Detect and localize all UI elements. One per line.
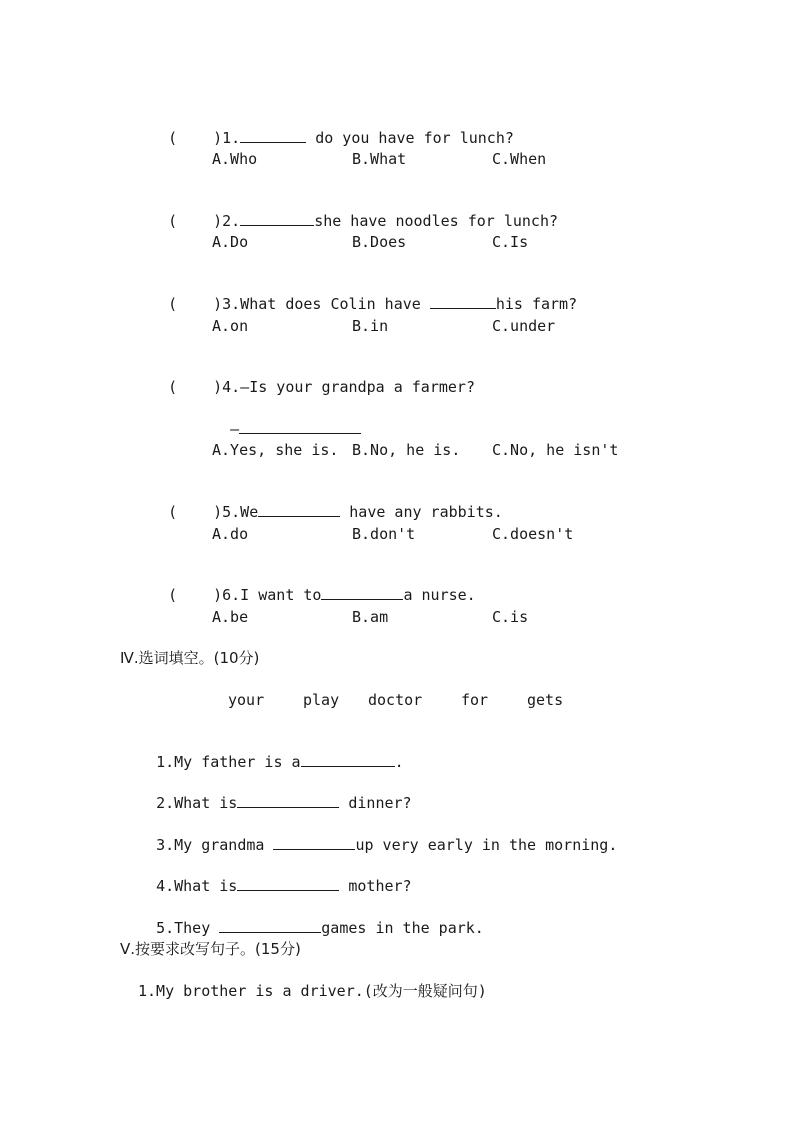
option-b[interactable]: B.don't bbox=[352, 525, 416, 543]
answer-bracket-open: ( bbox=[168, 378, 178, 396]
question-5-number: 5.We bbox=[222, 503, 259, 521]
question-5 bbox=[150, 482, 503, 521]
option-b[interactable]: B.am bbox=[352, 608, 389, 626]
question-4-text: 4.—Is your grandpa a farmer? bbox=[222, 378, 475, 396]
word-bank-item: play bbox=[303, 691, 340, 709]
fill-item-5 bbox=[138, 898, 484, 937]
answer-blank[interactable] bbox=[237, 793, 339, 808]
answer-bracket-open: ( bbox=[168, 586, 178, 604]
word-bank-item: doctor bbox=[368, 691, 423, 709]
answer-bracket-close: ) bbox=[213, 586, 223, 604]
answer-bracket-open: ( bbox=[168, 295, 178, 313]
answer-blank[interactable] bbox=[273, 835, 355, 850]
option-a[interactable]: A.on bbox=[212, 317, 249, 335]
option-b[interactable]: B.in bbox=[352, 317, 389, 335]
question-2 bbox=[150, 191, 559, 230]
question-3 bbox=[150, 274, 578, 313]
question-2-number: 2. bbox=[222, 212, 241, 230]
answer-bracket-close: ) bbox=[213, 212, 223, 230]
section-4-title: Ⅳ.选词填空。(10分) bbox=[120, 649, 260, 667]
section-5-title: Ⅴ.按要求改写句子。(15分) bbox=[120, 940, 301, 958]
question-4-response bbox=[212, 399, 361, 438]
answer-bracket-open: ( bbox=[168, 129, 178, 147]
question-6 bbox=[150, 565, 476, 604]
answer-blank[interactable] bbox=[258, 502, 340, 517]
fill-item-text: . bbox=[394, 753, 404, 771]
fill-item-text: dinner? bbox=[339, 794, 412, 812]
fill-item-text: 1.My father is a bbox=[156, 753, 301, 771]
question-6-text: a nurse. bbox=[403, 586, 476, 604]
fill-item-text: 3.My grandma bbox=[156, 836, 274, 854]
answer-blank[interactable] bbox=[219, 918, 321, 933]
answer-blank[interactable] bbox=[301, 752, 395, 767]
rewrite-item-1: 1.My brother is a driver.(改为一般疑问句) bbox=[138, 982, 487, 1000]
answer-blank[interactable] bbox=[237, 876, 339, 891]
option-c[interactable]: C.Is bbox=[492, 233, 529, 251]
question-4 bbox=[150, 357, 475, 396]
answer-bracket-close: ) bbox=[213, 503, 223, 521]
question-6-number: 6.I want to bbox=[222, 586, 322, 604]
fill-item-text: games in the park. bbox=[321, 919, 484, 937]
answer-bracket-open: ( bbox=[168, 212, 178, 230]
option-b[interactable]: B.Does bbox=[352, 233, 407, 251]
option-c[interactable]: C.No, he isn't bbox=[492, 441, 619, 459]
word-bank-item: gets bbox=[527, 691, 564, 709]
answer-bracket-close: ) bbox=[213, 378, 223, 396]
fill-item-2 bbox=[138, 773, 412, 812]
fill-item-text: up very early in the morning. bbox=[355, 836, 618, 854]
fill-item-3 bbox=[138, 815, 618, 854]
option-a[interactable]: A.Who bbox=[212, 150, 258, 168]
question-1 bbox=[150, 108, 514, 147]
option-b[interactable]: B.What bbox=[352, 150, 407, 168]
answer-bracket-close: ) bbox=[213, 129, 223, 147]
question-3-number: 3.What does Colin have bbox=[222, 295, 430, 313]
answer-blank[interactable] bbox=[430, 294, 496, 309]
option-a[interactable]: A.Do bbox=[212, 233, 249, 251]
fill-item-1 bbox=[138, 732, 404, 771]
option-c[interactable]: C.When bbox=[492, 150, 547, 168]
answer-blank[interactable] bbox=[239, 419, 361, 434]
option-a[interactable]: A.Yes, she is. bbox=[212, 441, 339, 459]
fill-item-4 bbox=[138, 856, 412, 895]
option-c[interactable]: C.under bbox=[492, 317, 556, 335]
fill-item-text: mother? bbox=[339, 877, 412, 895]
answer-blank[interactable] bbox=[321, 585, 403, 600]
answer-bracket-close: ) bbox=[213, 295, 223, 313]
option-c[interactable]: C.doesn't bbox=[492, 525, 574, 543]
fill-item-text: 5.They bbox=[156, 919, 220, 937]
word-bank-item: for bbox=[461, 691, 489, 709]
answer-blank[interactable] bbox=[240, 211, 314, 226]
answer-blank[interactable] bbox=[240, 128, 306, 143]
question-1-text: do you have for lunch? bbox=[306, 129, 514, 147]
option-a[interactable]: A.do bbox=[212, 525, 249, 543]
answer-bracket-open: ( bbox=[168, 503, 178, 521]
option-a[interactable]: A.be bbox=[212, 608, 249, 626]
word-bank-item: your bbox=[228, 691, 265, 709]
fill-item-text: 2.What is bbox=[156, 794, 238, 812]
option-b[interactable]: B.No, he is. bbox=[352, 441, 461, 459]
question-3-text: his farm? bbox=[495, 295, 578, 313]
question-2-text: she have noodles for lunch? bbox=[314, 212, 559, 230]
fill-item-text: 4.What is bbox=[156, 877, 238, 895]
option-c[interactable]: C.is bbox=[492, 608, 529, 626]
question-5-text: have any rabbits. bbox=[340, 503, 503, 521]
response-dash: — bbox=[230, 420, 240, 438]
question-1-number: 1. bbox=[222, 129, 241, 147]
